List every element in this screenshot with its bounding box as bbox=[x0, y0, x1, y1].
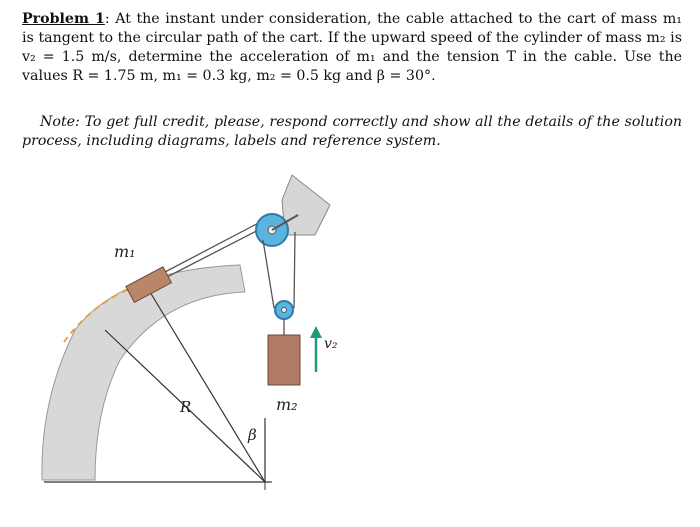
problem-label: Problem 1 bbox=[22, 11, 105, 27]
label-r: R bbox=[180, 398, 192, 416]
cable-left-vertical bbox=[263, 240, 274, 308]
center-to-cart-line bbox=[150, 292, 265, 482]
cable-right-vertical bbox=[294, 232, 295, 308]
label-v2: v₂ bbox=[324, 336, 338, 352]
lower-pulley-hub bbox=[282, 308, 287, 313]
velocity-arrow-head bbox=[310, 326, 322, 338]
note-text: Note: To get full credit, please, respond correctly and show all the details of the solution process, including diagrams, labels and reference system. bbox=[22, 114, 682, 149]
cylinder-m2 bbox=[268, 335, 300, 385]
ceiling-mount bbox=[282, 175, 330, 235]
label-beta: β bbox=[248, 426, 257, 444]
label-m2: m₂ bbox=[276, 395, 298, 414]
label-m1: m₁ bbox=[114, 242, 136, 261]
cable-to-pulley bbox=[165, 218, 268, 272]
problem-text: : At the instant under consideration, the cable attached to the cart of mass m₁ is tangent to the circular path of the cart. If the upward speed of the cylinder of mass m₂ is v₂ = 1.5 m/s, determine the acceleration of m₁ and the tension T in the cable. Use the values R = 1.75 m, m₁ = 0.3 kg, m₂ = 0.5 kg and β = 30°. bbox=[22, 11, 682, 84]
